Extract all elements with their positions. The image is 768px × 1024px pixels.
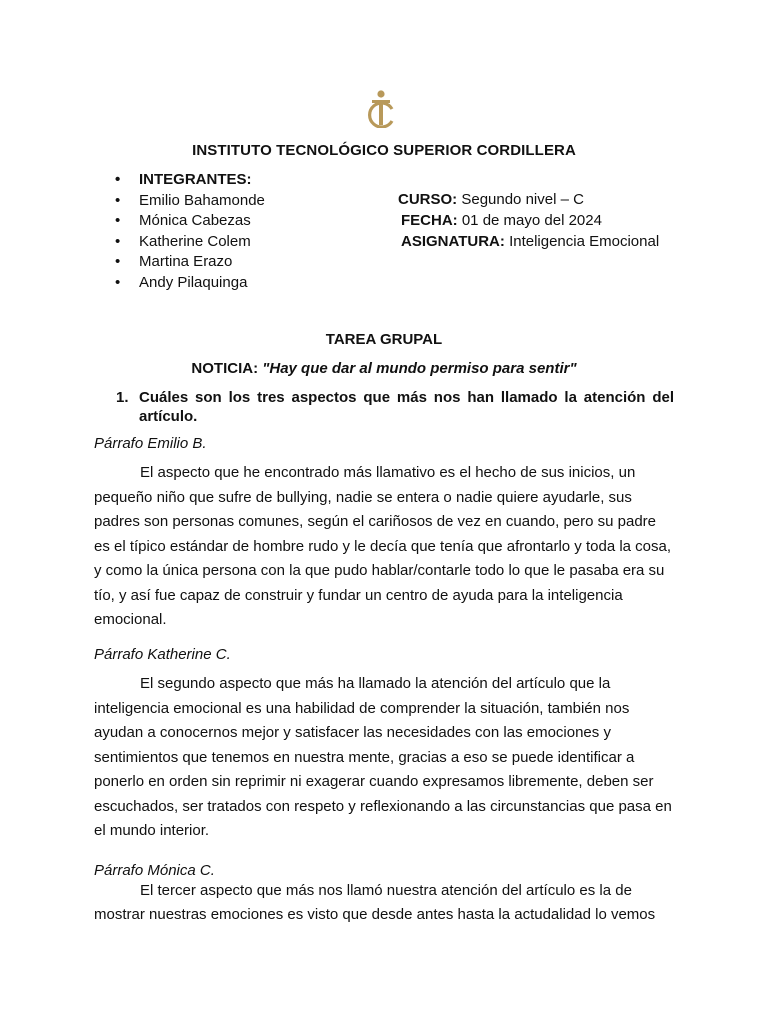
institute-logo-icon — [364, 88, 398, 128]
paragraph-katherine: El segundo aspecto que más ha llamado la atención del artículo que la inteligencia emocional es una habilidad de comprender la situación, también nos ayudan a conocernos mejor y satisfacer las necesidades con las emociones y sentimientos que tenemos en nuestra mente, gracias a eso se puede identificar a ponerlo en orden sin reprimir ni exagerar cuando expresamos libremente, deben ser escuchados, ser tratados con respeto y reflexionando a las circunstancias que pasa en el mundo interior. — [94, 675, 672, 839]
course-label: CURSO: — [398, 191, 458, 208]
paragraph-heading-emilio: Párrafo Emilio B. — [94, 435, 207, 452]
assignment-title: TAREA GRUPAL — [325, 331, 443, 348]
question-text: Cuáles son los tres aspectos que más nos han llamado la atención del artículo. — [139, 389, 674, 425]
paragraph-heading-monica: Párrafo Mónica C. — [94, 862, 215, 879]
paragraph-heading-katherine: Párrafo Katherine C. — [94, 646, 231, 663]
date-value: 01 de mayo del 2024 — [461, 212, 602, 229]
news-title — [0, 360, 768, 377]
course-field — [398, 191, 584, 208]
subject-field — [401, 233, 659, 250]
members-list — [115, 170, 265, 293]
date-field — [401, 212, 602, 229]
course-value: Segundo nivel – C — [461, 191, 584, 208]
institution-title: INSTITUTO TECNOLÓGICO SUPERIOR CORDILLERA — [192, 142, 576, 159]
member-name: • Martina Erazo — [115, 252, 265, 273]
member-name: • Katherine Colem — [115, 232, 265, 253]
paragraph-emilio: El aspecto que he encontrado más llamativo es el hecho de sus inicios, un pequeño niño que sufre de bullying, nadie se entera o nadie quiere ayudarle, sus padres son personas comunes, según el cariñosos de vez en cuando, pero su padre es el típico estándar de hombre rudo y le decía que tenía que afrontarlo y toda la cosa, y como la única persona con la que pudo hablar/contarle todo lo que le pasaba era su tío, y así fue capaz de construir y fundar un centro de ayuda para la inteligencia emocional. — [94, 464, 672, 628]
question-1 — [94, 388, 674, 426]
member-name: • Emilio Bahamonde — [115, 191, 265, 212]
subject-label: ASIGNATURA: — [401, 233, 505, 250]
news-label: NOTICIA: — [191, 360, 259, 377]
member-name: • Andy Pilaquinga — [115, 273, 265, 294]
date-label: FECHA: — [401, 212, 458, 229]
question-number: 1. — [116, 389, 129, 406]
members-label: • INTEGRANTES: — [115, 170, 265, 191]
subject-value: Inteligencia Emocional — [509, 233, 660, 250]
member-name: • Mónica Cabezas — [115, 211, 265, 232]
paragraph-monica: El tercer aspecto que más nos llamó nuestra atención del artículo es la de mostrar nuestras emociones es visto que desde antes hasta la actudalidad lo vemos — [94, 882, 656, 923]
news-headline: "Hay que dar al mundo permiso para sentir" — [262, 360, 577, 377]
